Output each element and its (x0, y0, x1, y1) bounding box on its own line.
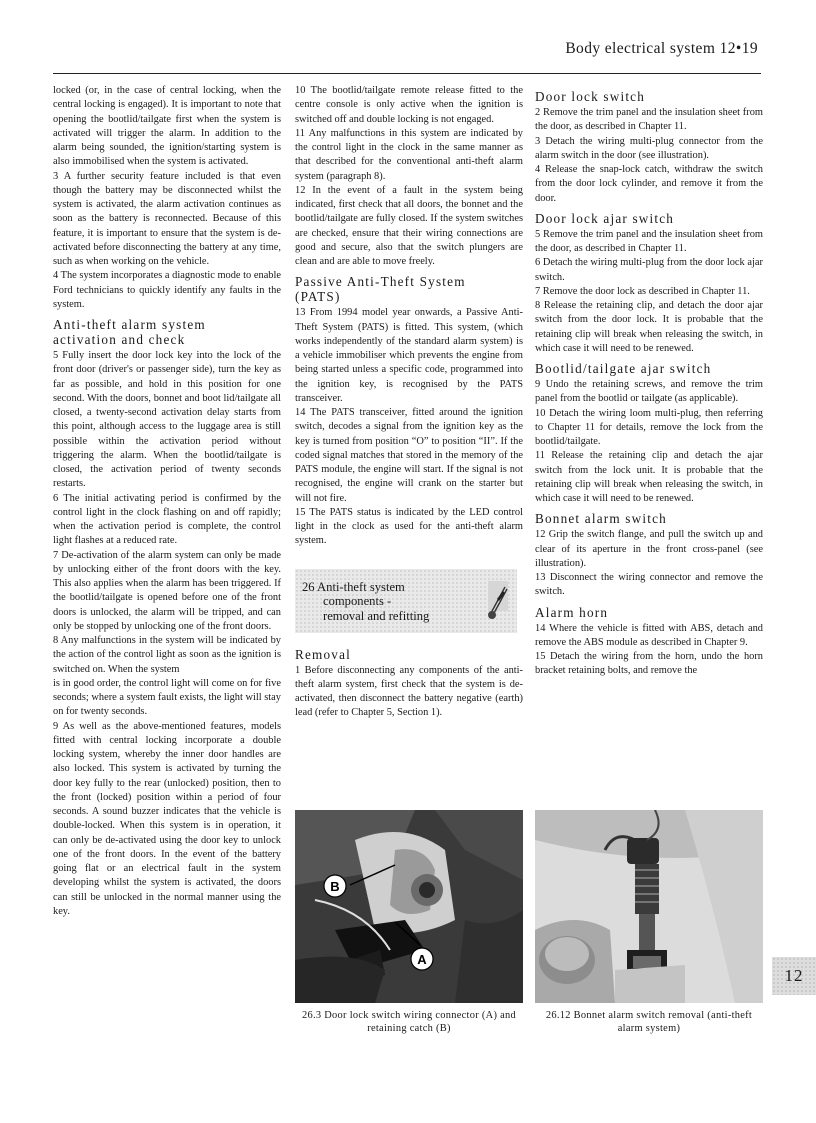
section-heading-line: removal and refitting (323, 608, 430, 623)
subheading-pats: Passive Anti-Theft System (PATS) (295, 274, 466, 305)
paragraph: 1 Before disconnecting any components of the anti-theft alarm system, first check that the system is de-activated, then disconnect the battery negative (earth) lead (refer to Chapter 5, Section 1). (295, 664, 523, 719)
paragraph: 6 Detach the wiring multi-plug from the door lock ajar switch. (535, 257, 763, 283)
paragraph: 3 Detach the wiring multi-plug connector from the alarm switch in the door (see illustration). (535, 135, 763, 161)
section-heading-box (295, 569, 517, 633)
text-column-2 (295, 84, 523, 721)
paragraph: 4 The system incorporates a diagnostic mode to enable Ford technicians to quickly identify any faults in the system. (53, 270, 281, 310)
text-column-3 (535, 84, 763, 679)
paragraph: 7 Remove the door lock as described in Chapter 11. (535, 285, 750, 297)
header-rule (53, 73, 761, 74)
paragraph: 9 As well as the above-mentioned features, models fitted with central locking incorporate a double locking system, whereby the inner door handles are also locked. This system is activated by turning the door key fully to the rear (unlocked) position, then to the front (locked) position within a period of four seconds. A sound buzzer indicates that the vehicle is double-locked. When this system is in operation, it can only be de-activated using the door key to unlock one of the front doors. In the event of the battery going flat or an electrical fault in the system developing whilst the system is activated, the doors can still be unlocked in the normal manner using the key. (53, 720, 281, 917)
paragraph: 7 De-activation of the alarm system can only be made by unlocking either of the front doors with the key. This also applies when the alarm has been triggered. If the bootlid/tailgate is opened before one of the front doors is unlocked, the alarm will be tripped, and can only be stopped by unlocking one of the front doors. (53, 549, 281, 632)
subheading-door-ajar-switch: Door lock ajar switch (535, 210, 675, 226)
page-header-title: Body electrical system 12•19 (565, 40, 758, 57)
paragraph: 6 The initial activating period is confirmed by the control light in the clock flashing on and off rapidly; when the activation period is complete, the control light flashes at a reduced rate. (53, 492, 281, 547)
difficulty-spanner-icon (485, 579, 511, 623)
figure-callout-a-label: A (417, 952, 427, 967)
paragraph: 12 Grip the switch flange, and pull the switch up and clear of its aperture in the front cross-panel (see illustration). (535, 529, 763, 569)
figure-bonnet-switch-photo (535, 810, 763, 1003)
paragraph: 9 Undo the retaining screws, and remove the trim panel from the bootlid or tailgate (as applicable). (535, 379, 763, 405)
paragraph: 14 The PATS transceiver, fitted around the ignition switch, decodes a signal from the ignition key as the key is turned from position “O” to position “II”. If the coded signal matches that stored in the memory of the PATS module, the engine will start. If the signal is not recognised, the engine will crank on the starter but will not fire. (295, 407, 523, 504)
paragraph: 13 From 1994 model year onwards, a Passive Anti-Theft System (PATS) is fitted. This system, (which works independently of the standard alarm system) is a vehicle immobiliser which prevents the engine from being started unless a specific code, programmed into the ignition key, is recognised by the PATS transceiver. (295, 307, 523, 404)
subheading-alarm-horn: Alarm horn (535, 604, 609, 620)
paragraph: 2 Remove the trim panel and the insulation sheet from the door, as described in Chapter 11. (535, 107, 763, 133)
section-heading-line: 26 Anti-theft system (302, 579, 405, 594)
paragraph: locked (or, in the case of central locking, when the central locking is engaged). It is important to note that opening the bootlid/tailgate first when the system is activated will trigger the alarm. In addition to the alarm being sounded, the ignition/starting system is also immobilised when the system is activated. (53, 85, 281, 168)
paragraph: 8 Release the retaining clip, and detach the door ajar switch from the door lock. It is probable that the retaining clip will break when releasing the switch, in which case it will need to be renewed. (535, 300, 763, 354)
subheading-bonnet-switch: Bonnet alarm switch (535, 511, 667, 527)
paragraph: 10 The bootlid/tailgate remote release fitted to the centre console is only active when the ignition is switched off and double locking is not engaged. (295, 85, 523, 125)
paragraph: is in good order, the control light will come on for five seconds; where a system fault exists, the light will stay on for twenty seconds. (53, 677, 281, 718)
subheading-removal: Removal (295, 646, 352, 662)
paragraph: 3 A further security feature included is that even though the battery may be disconnected whilst the system is activated, the alarm activation continues as soon as the battery is reconnected. Because of this feature, it is important to ensure that the system is de-activated before disconnecting the battery at any time, such as when working on the vehicle. (53, 170, 281, 267)
paragraph: 11 Any malfunctions in this system are indicated by the control light in the clock in the same manner as that described for the conventional anti-theft alarm system (paragraph 8). (295, 127, 523, 182)
chapter-thumb-tab: 12 (772, 957, 816, 995)
paragraph: 14 Where the vehicle is fitted with ABS, detach and remove the ABS module as described in Chapter 9. (535, 622, 763, 648)
figure-door-lock-switch-photo (295, 810, 523, 1003)
paragraph: 13 Disconnect the wiring connector and remove the switch. (535, 572, 763, 598)
paragraph: 15 Detach the wiring from the horn, undo the horn bracket retaining bolts, and remove the (535, 651, 763, 677)
figure-caption-26-3: 26.3 Door lock switch wiring connector (A) and retaining catch (B) (301, 1010, 517, 1034)
figure-callout-b-label: B (330, 879, 340, 894)
paragraph: 10 Detach the wiring loom multi-plug, then referring to Chapter 11 for details, remove the lock from the bootlid/tailgate. (535, 407, 763, 447)
paragraph: 5 Fully insert the door lock key into the lock of the front door (driver's or passenger side), turn the key as far as possible, and hold in this position for one second. With the doors, bonnet and boot lid/tailgate all closed, a twenty-second activation delay starts from this point, although access to the luggage area is still possible within the activation period without triggering the alarm. When the bootlid/tailgate is closed, the activation period of twenty seconds restarts. (53, 350, 281, 490)
paragraph: 12 In the event of a fault in the system being indicated, first check that all doors, the bonnet and the bootlid/tailgate are fully closed. If the system switches are checked, ensure that their wiring connections are good and secure, also that the switch plungers are clean and are able to move freely. (295, 184, 523, 267)
paragraph: 11 Release the retaining clip and detach the ajar switch from the lock unit. It is probable that the retaining clip will break when releasing the switch, in which case it will need to be renewed. (535, 450, 763, 504)
paragraph: 15 The PATS status is indicated by the LED control light in the clock as used for the anti-theft alarm system. (295, 506, 523, 547)
paragraph: 4 Release the snap-lock catch, withdraw the switch from the door lock cylinder, and remove it from the door. (535, 164, 763, 204)
figure-caption-26-12: 26.12 Bonnet alarm switch removal (anti-theft alarm system) (545, 1010, 753, 1034)
paragraph: 5 Remove the trim panel and the insulation sheet from the door, as described in Chapter 11. (535, 228, 763, 254)
paragraph: 8 Any malfunctions in the system will be indicated by the action of the control light as soon as the ignition is switched on. When the system (53, 635, 281, 675)
subheading-door-lock-switch: Door lock switch (535, 89, 646, 104)
section-heading-line: components - (323, 594, 392, 608)
subheading-activation-check: Anti-theft alarm system activation and check (53, 317, 206, 347)
text-column-1 (53, 84, 281, 919)
subheading-bootlid-ajar-switch: Bootlid/tailgate ajar switch (535, 361, 712, 376)
